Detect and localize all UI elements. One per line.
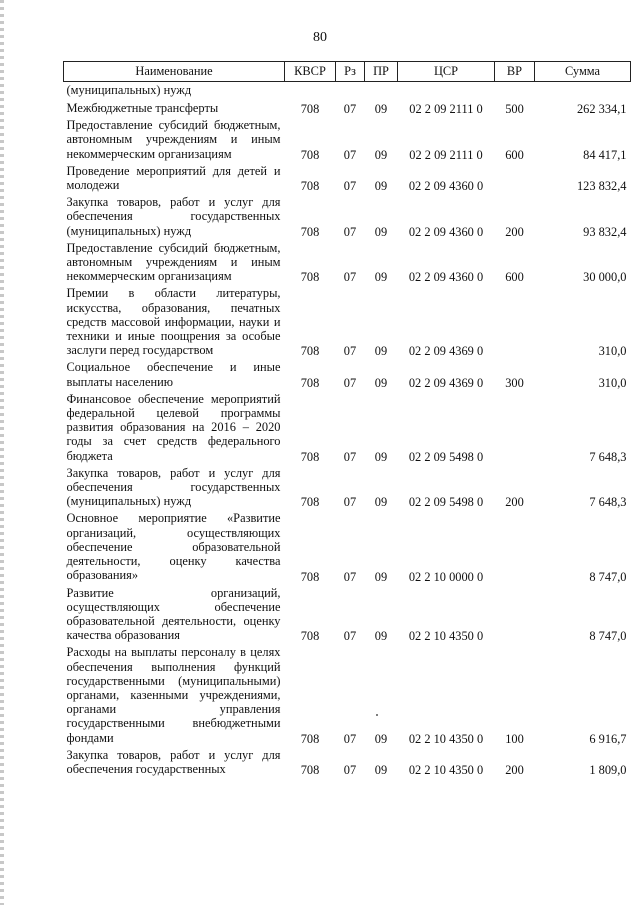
table-row [64, 391, 631, 465]
cell-pr: 09 [374, 179, 388, 194]
table-row [64, 644, 631, 746]
continuation-text: (муниципальных) нужд [66, 83, 192, 97]
cell-sum: 7 648,3 [589, 495, 627, 510]
cell-pr: 09 [374, 629, 388, 644]
cell-sum: 7 648,3 [589, 449, 627, 464]
cell-pr: 09 [374, 569, 388, 584]
cell-pr: 09 [374, 763, 388, 778]
cell-name: Основное мероприятие «Развитие организаций, осуществляющих обеспечение образовательной деятельности, оценку качества образования» [66, 511, 281, 583]
cell-rz: 07 [343, 495, 357, 510]
cell-csr: 02 2 09 4369 0 [408, 375, 484, 390]
cell-sum: 310,0 [598, 375, 627, 390]
cell-kvsr: 708 [300, 179, 320, 194]
cell-csr: 02 2 09 4360 0 [408, 179, 484, 194]
cell-kvsr: 708 [300, 147, 320, 162]
cell-name: Закупка товаров, работ и услуг для обеспечения государственных (муниципальных) нужд [66, 195, 281, 238]
cell-csr: 02 2 09 4369 0 [408, 344, 484, 359]
cell-rz: 07 [343, 179, 357, 194]
cell-name: Социальное обеспечение и иные выплаты населению [66, 360, 281, 389]
cell-csr: 02 2 09 2111 0 [409, 147, 483, 162]
scan-speck [376, 714, 378, 716]
cell-rz: 07 [343, 569, 357, 584]
cell-kvsr: 708 [300, 731, 320, 746]
cell-kvsr: 708 [300, 270, 320, 285]
cell-vr [495, 285, 535, 359]
cell-name: Закупка товаров, работ и услуг для обеспечения государственных (муниципальных) нужд [66, 465, 281, 509]
cell-kvsr: 708 [300, 629, 320, 644]
cell-vr: 600 [505, 147, 524, 162]
table-row [64, 465, 631, 511]
cell-vr: 200 [505, 495, 524, 510]
cell-name: Финансовое обеспечение мероприятий федеральной целевой программы развития образования на 2016 – 2020 годы за счет средств федерального бюджета [66, 391, 281, 463]
column-header-sum: Сумма [535, 62, 631, 82]
cell-sum: 6 916,7 [589, 731, 627, 746]
cell-name: Развитие организаций, осуществляющих обеспечение образовательной деятельности, оценку качества образования [66, 585, 281, 643]
cell-sum: 310,0 [598, 344, 627, 359]
table-row [64, 285, 631, 359]
cell-rz: 07 [343, 375, 357, 390]
table-body [64, 82, 631, 779]
cell-vr: 100 [505, 731, 524, 746]
cell-kvsr: 708 [300, 569, 320, 584]
cell-kvsr: 708 [300, 495, 320, 510]
cell-name: Премии в области литературы, искусства, образования, печатных средств массовой информации, науки и техники и иные поощрения за особые заслуги перед государством [66, 286, 281, 358]
cell-pr: 09 [374, 147, 388, 162]
cell-vr: 300 [505, 375, 524, 390]
budget-table [63, 61, 631, 778]
cell-vr [495, 585, 535, 645]
cell-pr: 09 [374, 344, 388, 359]
cell-name: Расходы на выплаты персоналу в целях обеспечения выполнения функций государственными (муниципальными) органами, казенными учреждениями, органами управления государственными внебюджетными фондами [66, 645, 281, 745]
table-row [64, 359, 631, 390]
table-row [64, 100, 631, 117]
column-header-pr: ПР [365, 62, 398, 82]
cell-pr: 09 [374, 270, 388, 285]
column-header-csr: ЦСР [398, 62, 495, 82]
cell-csr: 02 2 10 4350 0 [408, 731, 484, 746]
cell-sum: 8 747,0 [589, 629, 627, 644]
page-number: 80 [313, 30, 327, 45]
cell-pr: 09 [374, 224, 388, 239]
cell-name: Предоставление субсидий бюджетным, автономным учреждениям и иным некоммерческим организациям [66, 240, 281, 284]
cell-sum: 1 809,0 [589, 763, 627, 778]
header-row [64, 62, 631, 82]
cell-kvsr: 708 [300, 449, 320, 464]
cell-vr: 600 [505, 270, 524, 285]
cell-name: Закупка товаров, работ и услуг для обеспечения государственных [66, 747, 281, 776]
column-header-vr: ВР [495, 62, 535, 82]
table-row [64, 240, 631, 286]
cell-csr: 02 2 10 0000 0 [408, 569, 484, 584]
table-row [64, 163, 631, 194]
table-row [64, 510, 631, 584]
cell-vr [495, 510, 535, 584]
table-row [64, 747, 631, 778]
cell-kvsr: 708 [300, 375, 320, 390]
cell-rz: 07 [343, 224, 357, 239]
cell-sum: 8 747,0 [589, 569, 627, 584]
cell-vr: 500 [505, 102, 524, 117]
cell-csr: 02 2 09 4360 0 [408, 224, 484, 239]
table-row [64, 585, 631, 645]
cell-pr: 09 [374, 495, 388, 510]
cell-csr: 02 2 10 4350 0 [408, 763, 484, 778]
cell-pr: 09 [374, 449, 388, 464]
column-header-rz: Рз [336, 62, 365, 82]
cell-kvsr: 708 [300, 344, 320, 359]
cell-vr: 200 [505, 224, 524, 239]
cell-sum: 123 832,4 [576, 179, 627, 194]
cell-rz: 07 [343, 270, 357, 285]
cell-vr [495, 163, 535, 194]
cell-sum: 93 832,4 [583, 224, 627, 239]
cell-csr: 02 2 09 5498 0 [408, 449, 484, 464]
table-row [64, 194, 631, 240]
cell-rz: 07 [343, 763, 357, 778]
cell-rz: 07 [343, 449, 357, 464]
cell-rz: 07 [343, 147, 357, 162]
cell-rz: 07 [343, 102, 357, 117]
cell-name: Межбюджетные трансферты [66, 101, 219, 115]
cell-rz: 07 [343, 629, 357, 644]
cell-vr [495, 391, 535, 465]
cell-kvsr: 708 [300, 102, 320, 117]
table-row [64, 117, 631, 163]
cell-csr: 02 2 10 4350 0 [408, 629, 484, 644]
cell-name: Предоставление субсидий бюджетным, автономным учреждениям и иным некоммерческим организациям [66, 118, 281, 161]
cell-sum: 84 417,1 [583, 147, 627, 162]
scan-left-edge [0, 0, 4, 905]
column-header-name: Наименование [64, 62, 285, 82]
cell-kvsr: 708 [300, 763, 320, 778]
cell-pr: 09 [374, 731, 388, 746]
cell-pr: 09 [374, 102, 388, 117]
cell-csr: 02 2 09 2111 0 [409, 102, 483, 117]
cell-rz: 07 [343, 731, 357, 746]
table-header [64, 62, 631, 82]
cell-csr: 02 2 09 4360 0 [408, 270, 484, 285]
cell-rz: 07 [343, 344, 357, 359]
cell-sum: 262 334,1 [576, 102, 627, 117]
cell-name: Проведение мероприятий для детей и молодежи [66, 163, 281, 193]
continuation-row [64, 82, 631, 101]
cell-vr: 200 [505, 763, 524, 778]
cell-kvsr: 708 [300, 224, 320, 239]
column-header-kvsr: КВСР [285, 62, 336, 82]
cell-sum: 30 000,0 [583, 270, 627, 285]
cell-csr: 02 2 09 5498 0 [408, 495, 484, 510]
cell-pr: 09 [374, 375, 388, 390]
